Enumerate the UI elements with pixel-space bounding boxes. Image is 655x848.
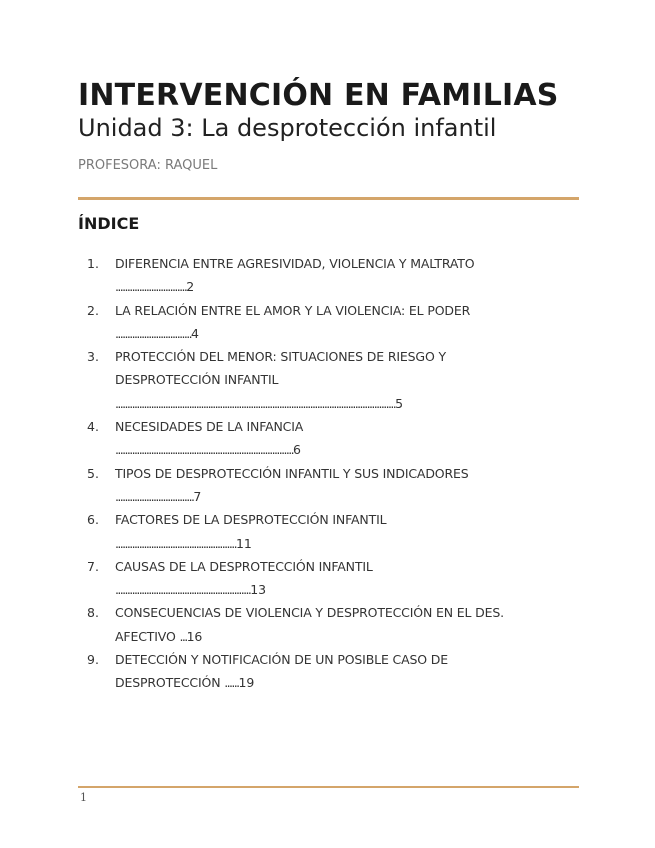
- toc-title: CAUSAS DE LA DESPROTECCIÓN INFANTIL: [115, 558, 373, 574]
- toc-title: FACTORES DE LA DESPROTECCIÓN INFANTIL: [115, 512, 387, 528]
- toc-entry-1[interactable]: [78, 252, 579, 299]
- toc-number: 9.: [87, 652, 99, 668]
- toc-title: PROTECCIÓN DEL MENOR: SITUACIONES DE RIESGO Y: [115, 349, 446, 365]
- toc-page-number: 16: [186, 628, 203, 644]
- toc-leader-line: [115, 392, 579, 415]
- index-heading: ÍNDICE: [78, 214, 140, 233]
- toc-title: NECESIDADES DE LA INFANCIA: [115, 419, 304, 435]
- toc-leader-line: [115, 671, 579, 694]
- toc-page-number: 6: [293, 442, 301, 458]
- toc-page-number: 5: [395, 395, 403, 411]
- toc-title: LA RELACIÓN ENTRE EL AMOR Y LA VIOLENCIA: EL PODER: [115, 302, 471, 318]
- toc-title: DETECCIÓN Y NOTIFICACIÓN DE UN POSIBLE CASO DE: [115, 652, 449, 668]
- toc-number: 7.: [87, 558, 99, 574]
- toc-leader-dots: ......: [224, 675, 239, 691]
- toc-leader-dots: ......................................................................................................................: [115, 395, 396, 411]
- toc-number: 4.: [87, 419, 99, 435]
- toc-leader-dots: ..............................: [115, 279, 187, 295]
- toc-number: 8.: [87, 605, 99, 621]
- toc-leader-line: [115, 578, 579, 601]
- toc-title-continued: DESPROTECCIÓN INFANTIL: [115, 372, 279, 388]
- toc-leader-dots: .........................................................: [115, 582, 251, 598]
- toc-number: 6.: [87, 512, 99, 528]
- toc-leader-line: [115, 438, 579, 461]
- toc-leader-line: [115, 532, 579, 555]
- toc-entry-8[interactable]: [78, 601, 579, 648]
- toc-leader-line: [115, 485, 579, 508]
- document-title: INTERVENCIÓN EN FAMILIAS: [78, 78, 559, 113]
- toc-page-number: 7: [193, 488, 202, 504]
- toc-leader-dots: ...................................................: [115, 535, 237, 551]
- toc-page-number: 11: [236, 535, 252, 551]
- toc-leader-line: [115, 322, 579, 345]
- toc-title: CONSECUENCIAS DE VIOLENCIA Y DESPROTECCIÓN EN EL DES.: [115, 605, 504, 621]
- page-number: 1: [80, 791, 87, 804]
- toc-leader-dots: ................................: [115, 325, 191, 341]
- toc-title-continued: AFECTIVO: [115, 628, 176, 644]
- toc-number: 3.: [87, 349, 99, 365]
- toc-number: 5.: [87, 465, 99, 481]
- table-of-contents: [78, 252, 579, 695]
- toc-entry-3[interactable]: [78, 345, 579, 415]
- toc-number: 2.: [87, 302, 99, 318]
- toc-entry-6[interactable]: [78, 508, 579, 555]
- toc-entry-5[interactable]: [78, 462, 579, 509]
- toc-leader-dots: .................................: [115, 488, 194, 504]
- toc-leader-line: [115, 625, 579, 648]
- toc-entry-7[interactable]: [78, 555, 579, 602]
- toc-entry-9[interactable]: [78, 648, 579, 695]
- toc-entry-4[interactable]: [78, 415, 579, 462]
- toc-entry-2[interactable]: [78, 299, 579, 346]
- toc-leader-line: [115, 275, 579, 298]
- document-subtitle: Unidad 3: La desprotección infantil: [78, 114, 497, 142]
- toc-page-number: 4: [190, 325, 199, 341]
- toc-leader-dots: ...........................................................................: [115, 442, 294, 458]
- toc-page-number: 19: [238, 675, 255, 691]
- toc-title: TIPOS DE DESPROTECCIÓN INFANTIL Y SUS INDICADORES: [115, 465, 469, 481]
- toc-number: 1.: [87, 256, 99, 271]
- header-divider: [78, 197, 579, 200]
- footer-divider: [78, 786, 579, 788]
- toc-title: DIFERENCIA ENTRE AGRESIVIDAD, VIOLENCIA Y MALTRATO: [115, 256, 475, 271]
- toc-page-number: 13: [250, 582, 266, 598]
- toc-leader-dots: ...: [179, 628, 187, 644]
- professor-label: PROFESORA: RAQUEL: [78, 158, 218, 173]
- document-page: [78, 0, 579, 848]
- toc-page-number: 2: [186, 279, 195, 295]
- toc-title-continued: DESPROTECCIÓN: [115, 675, 221, 691]
